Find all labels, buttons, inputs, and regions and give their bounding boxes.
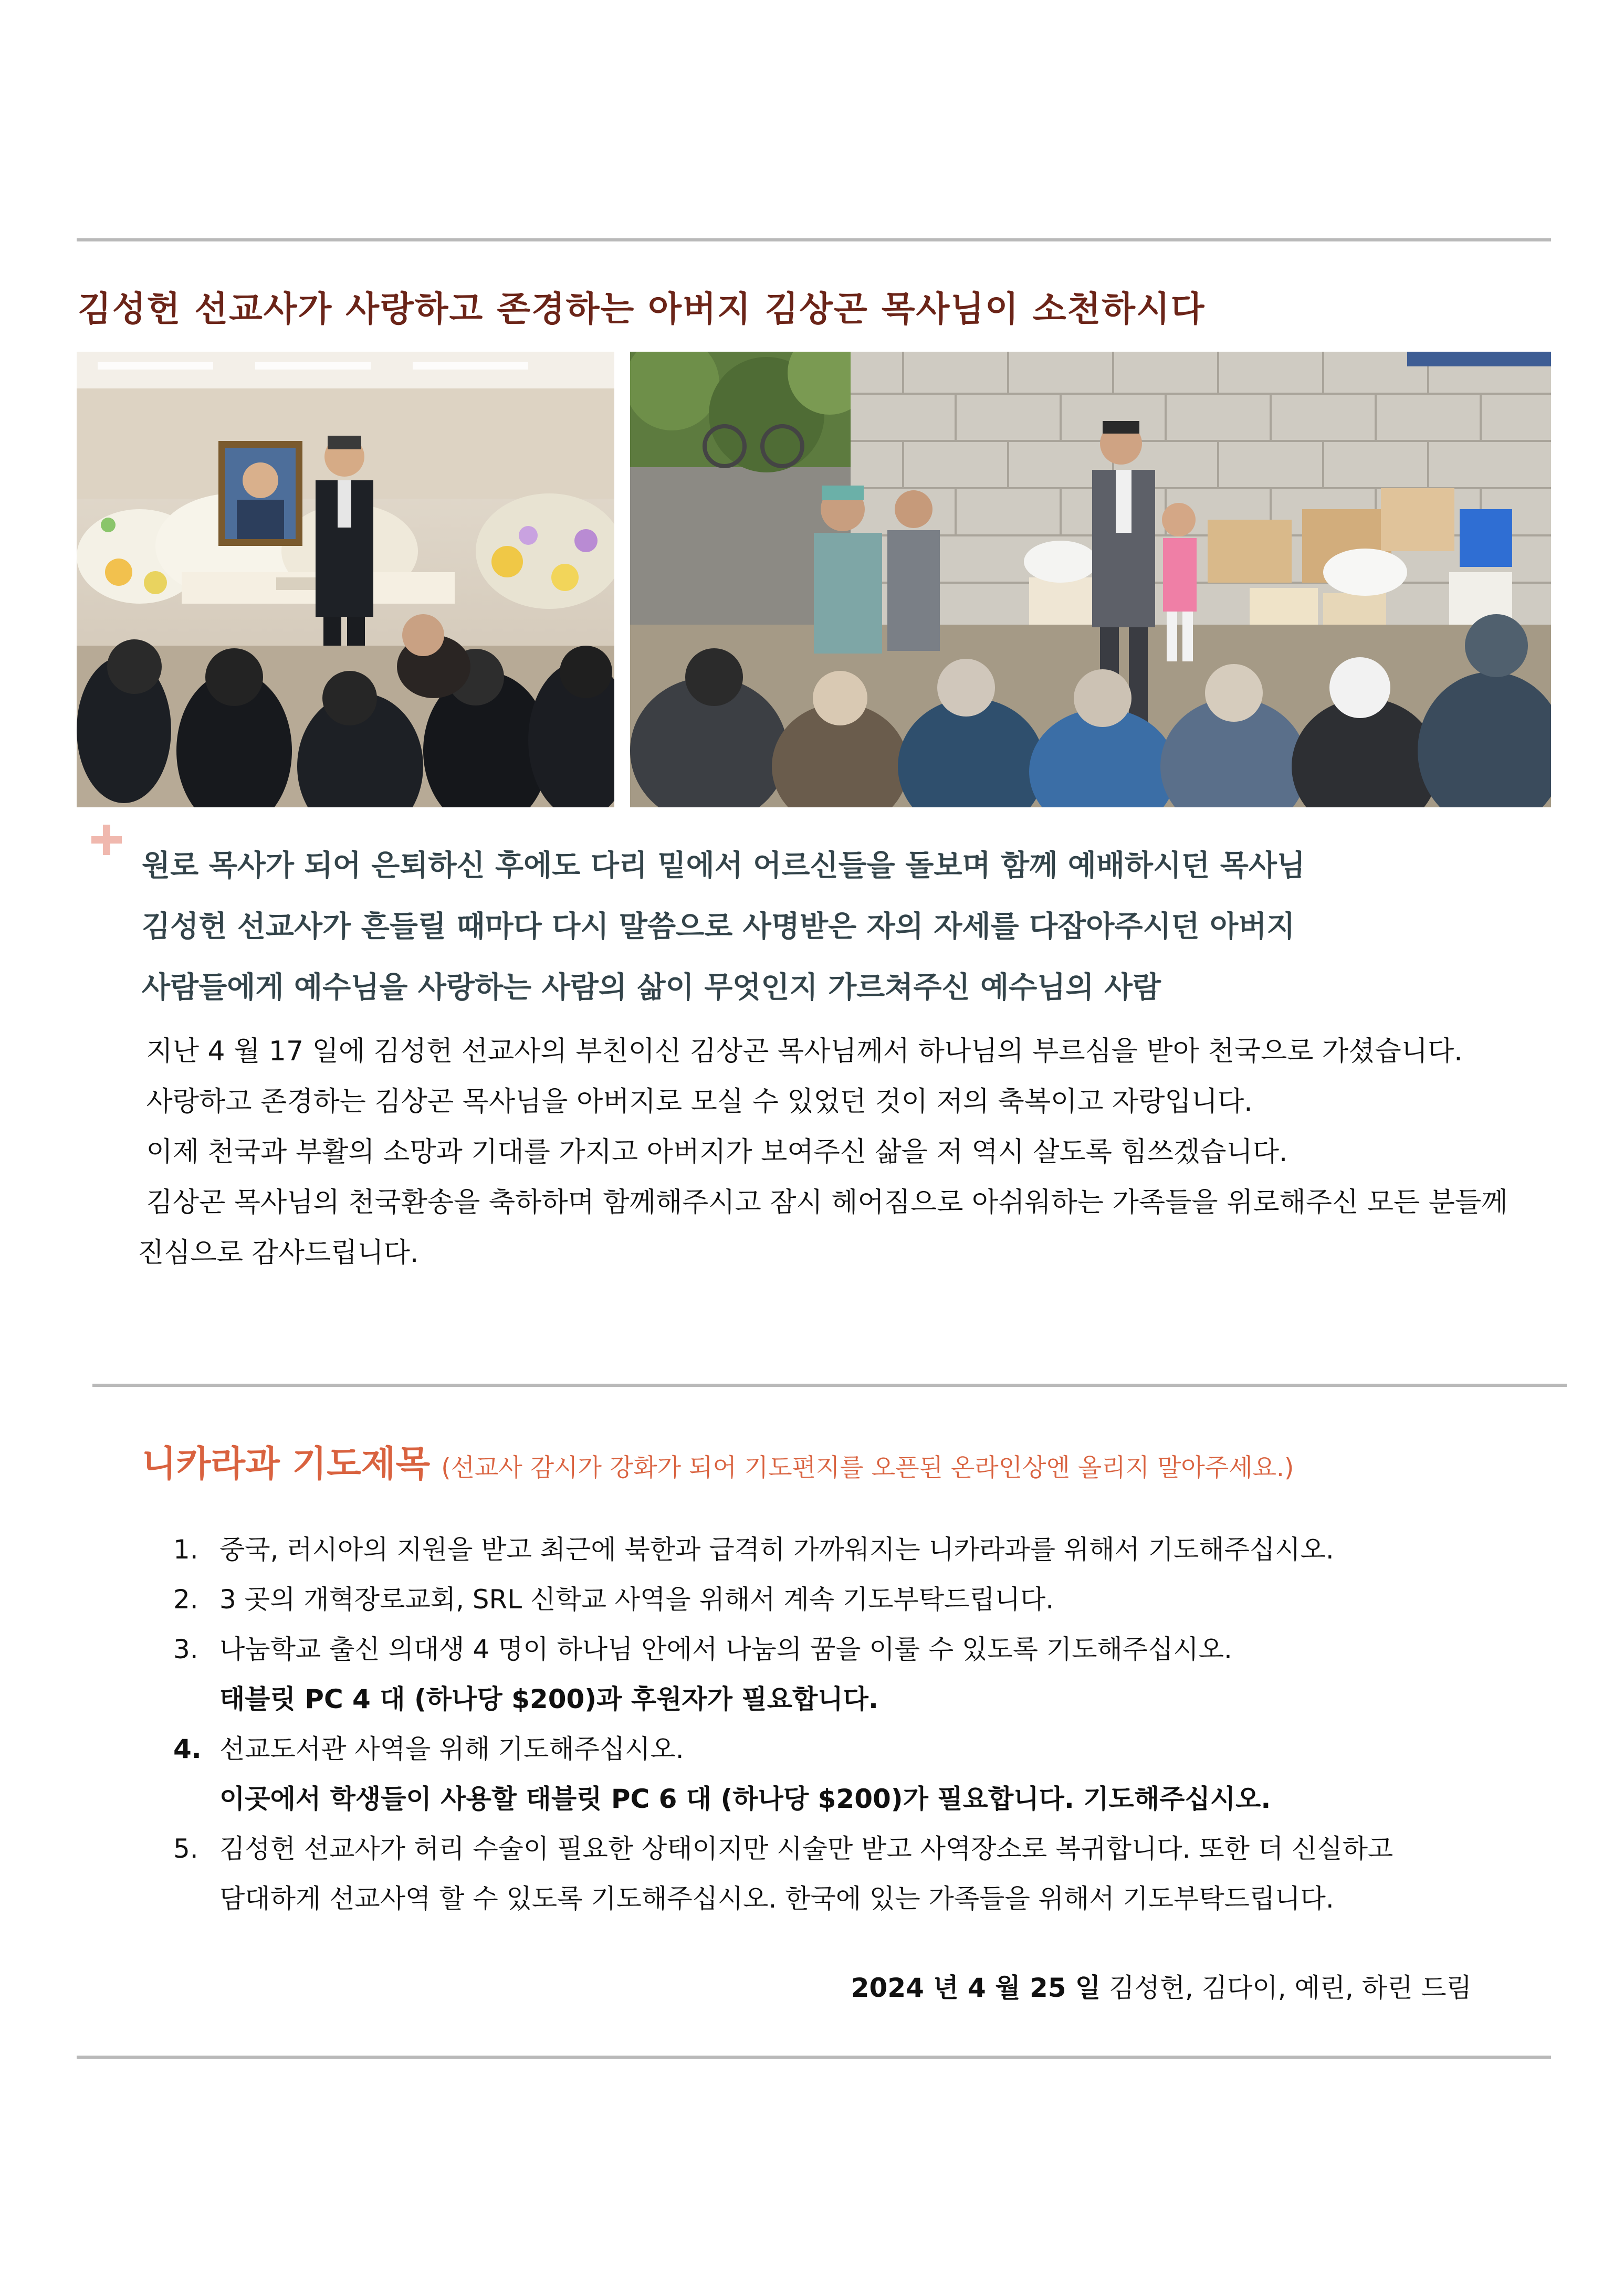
headline: 김성헌 선교사가 사랑하고 존경하는 아버지 김상곤 목사님이 소천하시다 [78,288,1206,329]
memorial-service-photo [77,352,614,807]
prayer-heading [142,1436,1533,1487]
prayer-text: 김성헌 선교사가 허리 수술이 필요한 상태이지만 시술만 받고 사역장소로 복귀합니다. 또한 더 신실하고 [219,1834,1394,1864]
prayer-number: 1. [173,1534,198,1565]
prayer-number: 5. [173,1834,198,1864]
prayer-text: 나눔학교 출신 의대생 4 명이 하나님 안에서 나눔의 꿈을 이룰 수 있도록 기도해주십시오. [219,1634,1232,1665]
prayer-item [158,1724,1533,1824]
signature-date: 2024 년 4 월 25 일 [851,1973,1101,2003]
letter-paragraph: 김상곤 목사님의 천국환송을 축하하며 함께해주시고 잠시 헤어짐으로 아쉬워하는 가족들을 위로해주신 모든 분들께 진심으로 감사드립니다. [138,1187,1508,1269]
letter-paragraph: 이제 천국과 부활의 소망과 기대를 가지고 아버지가 보여주신 삶을 저 역시 살도록 힘쓰겠습니다. [146,1136,1288,1168]
prayer-note: (선교사 감시가 강화가 되어 기도편지를 오픈된 온라인상엔 올리지 말아주세요.) [441,1454,1294,1482]
prayer-emphasis: 태블릿 PC 4 대 (하나당 $200)과 후원자가 필요합니다. [219,1684,878,1714]
bridge-ministry-illustration [630,352,1551,807]
tribute-line: 사람들에게 예수님을 사랑하는 사람의 삶이 무엇인지 가르쳐주신 예수님의 사람 [142,971,1161,1005]
signature [851,1967,1472,2005]
prayer-number: 2. [173,1584,198,1615]
letter-body [138,1026,1524,1278]
bridge-ministry-photo [630,352,1551,807]
bottom-divider [77,2056,1551,2059]
tribute-lines [142,836,1533,1018]
prayer-text: 선교도서관 사역을 위해 기도해주십시오. [219,1734,684,1764]
prayer-item [158,1575,1533,1625]
prayer-item [158,1525,1533,1575]
prayer-text: 담대하게 선교사역 할 수 있도록 기도해주십시오. 한국에 있는 가족들을 위해서 기도부탁드립니다. [219,1883,1334,1914]
plus-icon [88,821,125,858]
prayer-title: 니카라과 기도제목 [142,1444,431,1485]
prayer-text: 중국, 러시아의 지원을 받고 최근에 북한과 급격히 가까워지는 니카라과를 위해서 기도해주십시오. [219,1534,1334,1565]
prayer-item [158,1824,1533,1924]
tribute-line: 원로 목사가 되어 은퇴하신 후에도 다리 밑에서 어르신들을 돌보며 함께 예배하시던 목사님 [142,849,1306,883]
prayer-item [158,1625,1533,1724]
middle-divider [92,1384,1567,1387]
prayer-number: 4. [173,1734,202,1764]
tribute-line: 김성헌 선교사가 흔들릴 때마다 다시 말씀으로 사명받은 자의 자세를 다잡아주시던 아버지 [142,910,1295,944]
prayer-number: 3. [173,1634,198,1665]
prayer-text: 3 곳의 개혁장로교회, SRL 신학교 사역을 위해서 계속 기도부탁드립니다. [219,1584,1054,1615]
memorial-service-illustration [77,352,614,807]
prayer-list [158,1525,1533,1924]
signature-names: 김성헌, 김다이, 예린, 하린 드림 [1109,1973,1472,2003]
top-divider [77,238,1551,241]
letter-paragraph: 사랑하고 존경하는 김상곤 목사님을 아버지로 모실 수 있었던 것이 저의 축복이고 자랑입니다. [146,1086,1253,1118]
letter-paragraph: 지난 4 월 17 일에 김성헌 선교사의 부친이신 김상곤 목사님께서 하나님의 부르심을 받아 천국으로 가셨습니다. [146,1036,1463,1067]
prayer-emphasis: 이곳에서 학생들이 사용할 태블릿 PC 6 대 (하나당 $200)가 필요합니다. 기도해주십시오. [219,1784,1271,1814]
